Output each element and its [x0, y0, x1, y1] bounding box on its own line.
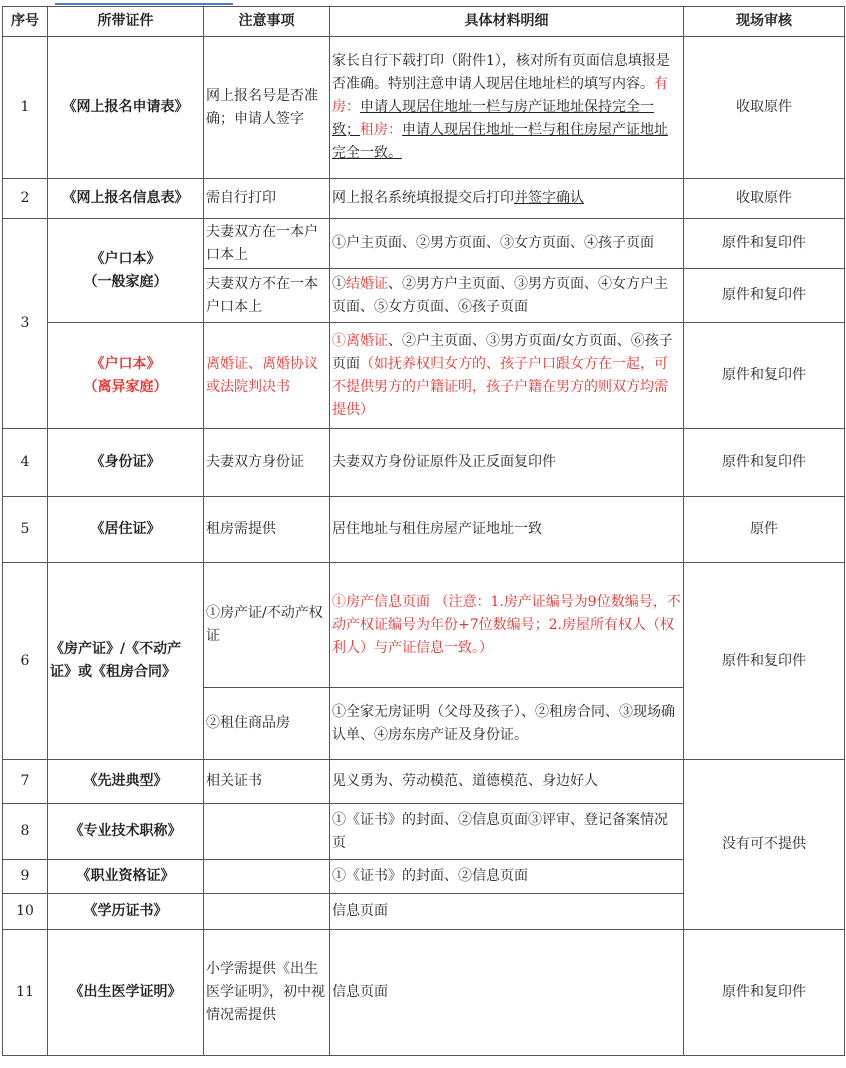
- detail-cell: 夫妻双方身份证原件及正反面复印件: [330, 429, 684, 497]
- document-name-line: 《户口本》: [90, 250, 161, 267]
- materials-table: [2, 6, 845, 1056]
- document-name: [48, 219, 204, 323]
- note-cell: 小学需提供《出生医学证明》，初中视情况需提供: [204, 930, 330, 1056]
- table-row: [3, 563, 845, 688]
- rent-text: 申请人现居住地址一栏与租住房屋产证地址完全一致。: [332, 122, 668, 161]
- row-num: 8: [3, 804, 48, 860]
- top-link-underline: [55, 3, 233, 5]
- note-cell: 离婚证、离婚协议或法院判决书: [204, 323, 330, 429]
- audit-cell: 没有可不提供: [684, 760, 845, 930]
- note-cell: [204, 894, 330, 930]
- detail-cell: ①全家无房证明（父母及孩子）、②租房合同、③现场确认单、④房东房产证及身份证。: [330, 688, 684, 760]
- row-num: 2: [3, 179, 48, 219]
- detail-cell: [330, 269, 684, 323]
- document-name: 《职业资格证》: [48, 860, 204, 894]
- document-name: 《学历证书》: [48, 894, 204, 930]
- detail-text: 家长自行下载打印（附件1），核对所有页面信息填报是否准确。特别注意申请人现居住地址栏的填写内容。: [332, 53, 670, 92]
- divorce-cert-text: ①离婚证: [332, 332, 388, 349]
- document-name-sub: （一般家庭）: [83, 273, 168, 290]
- table-row: [3, 497, 845, 563]
- header-row: [3, 7, 845, 37]
- detail-cell: [330, 37, 684, 179]
- note-cell: 夫妻双方在一本户口本上: [204, 219, 330, 269]
- detail-cell: [330, 323, 684, 429]
- document-name-line: 《户口本》: [90, 355, 161, 372]
- document-name: 《房产证》/《不动产证》或《租房合同》: [48, 563, 204, 760]
- audit-cell: 原件和复印件: [684, 323, 845, 429]
- custody-note-text: （如抚养权归女方的、孩子户口跟女方在一起，可不提供男方的户籍证明，孩子户籍在男方的则双方均需提供）: [332, 355, 668, 418]
- header-audit: 现场审核: [684, 7, 845, 37]
- table-row: [3, 429, 845, 497]
- note-cell: 夫妻双方不在一本户口本上: [204, 269, 330, 323]
- row-num: 5: [3, 497, 48, 563]
- document-name: 《身份证》: [48, 429, 204, 497]
- detail-cell: ①户主页面、②男方页面、③女方页面、④孩子页面: [330, 219, 684, 269]
- detail-cell: ①《证书》的封面、②信息页面: [330, 860, 684, 894]
- header-note: 注意事项: [204, 7, 330, 37]
- row-num: 7: [3, 760, 48, 804]
- header-name: 所带证件: [48, 7, 204, 37]
- table-row: [3, 37, 845, 179]
- rent-label: 租房：: [360, 122, 402, 138]
- document-name: 《先进典型》: [48, 760, 204, 804]
- row-num: 3: [3, 219, 48, 429]
- document-name: [48, 323, 204, 429]
- detail-cell: 见义勇为、劳动模范、道德模范、身边好人: [330, 760, 684, 804]
- header-detail: 具体材料明细: [330, 7, 684, 37]
- audit-cell: 收取原件: [684, 37, 845, 179]
- audit-cell: 原件和复印件: [684, 563, 845, 760]
- table-row: [3, 179, 845, 219]
- marriage-cert-text: 结婚证: [346, 275, 388, 292]
- header-num: 序号: [3, 7, 48, 37]
- detail-cell: ①《证书》的封面、②信息页面③评审、登记备案情况页: [330, 804, 684, 860]
- document-name-sub: （离异家庭）: [83, 378, 168, 395]
- document-name: 《网上报名申请表》: [48, 37, 204, 179]
- detail-cell: 信息页面: [330, 894, 684, 930]
- row-num: 6: [3, 563, 48, 760]
- audit-cell: 原件和复印件: [684, 269, 845, 323]
- row-num: 1: [3, 37, 48, 179]
- document-name: 《专业技术职称》: [48, 804, 204, 860]
- note-cell: 租房需提供: [204, 497, 330, 563]
- audit-cell: 原件和复印件: [684, 930, 845, 1056]
- audit-cell: 原件和复印件: [684, 219, 845, 269]
- owned-text: 申请人现居住地址一栏与房产证地址保持完全一致；: [332, 99, 654, 138]
- note-cell: 网上报名号是否准确；申请人签字: [204, 37, 330, 179]
- detail-text: 、②户主页面、③男方页面/女方页面、⑥孩子页面: [332, 332, 673, 372]
- table-row: [3, 219, 845, 269]
- row-num: 4: [3, 429, 48, 497]
- audit-cell: 收取原件: [684, 179, 845, 219]
- audit-cell: 原件和复印件: [684, 429, 845, 497]
- detail-cell: 居住地址与租住房屋产证地址一致: [330, 497, 684, 563]
- document-name: 《居住证》: [48, 497, 204, 563]
- owned-label: 有房：: [332, 76, 668, 115]
- detail-cell: 信息页面: [330, 930, 684, 1056]
- table-row: [3, 760, 845, 804]
- detail-text: 网上报名系统填报提交后打印: [332, 190, 514, 206]
- note-cell: 需自行打印: [204, 179, 330, 219]
- table-row: [3, 930, 845, 1056]
- audit-cell: 原件: [684, 497, 845, 563]
- row-num: 10: [3, 894, 48, 930]
- note-cell: ①房产证/不动产权证: [204, 563, 330, 688]
- detail-text: 、②男方户主页面、③男方页面、④女方户主页面、⑤女方页面、⑥孩子页面: [332, 275, 668, 315]
- sign-confirm-text: 并签字确认: [514, 190, 584, 206]
- note-cell: [204, 860, 330, 894]
- note-cell: [204, 804, 330, 860]
- detail-text: ①: [332, 275, 346, 292]
- document-name: 《网上报名信息表》: [48, 179, 204, 219]
- document-name: 《出生医学证明》: [48, 930, 204, 1056]
- note-cell: 夫妻双方身份证: [204, 429, 330, 497]
- detail-cell: ①房产信息页面 （注意：1.房产证编号为9位数编号，不动产权证编号为年份+7位数编号；2.房屋所有权人（权利人）与产证信息一致。）: [330, 563, 684, 688]
- row-num: 9: [3, 860, 48, 894]
- note-cell: ②租住商品房: [204, 688, 330, 760]
- detail-cell: [330, 179, 684, 219]
- row-num: 11: [3, 930, 48, 1056]
- note-cell: 相关证书: [204, 760, 330, 804]
- table-row: [3, 323, 845, 429]
